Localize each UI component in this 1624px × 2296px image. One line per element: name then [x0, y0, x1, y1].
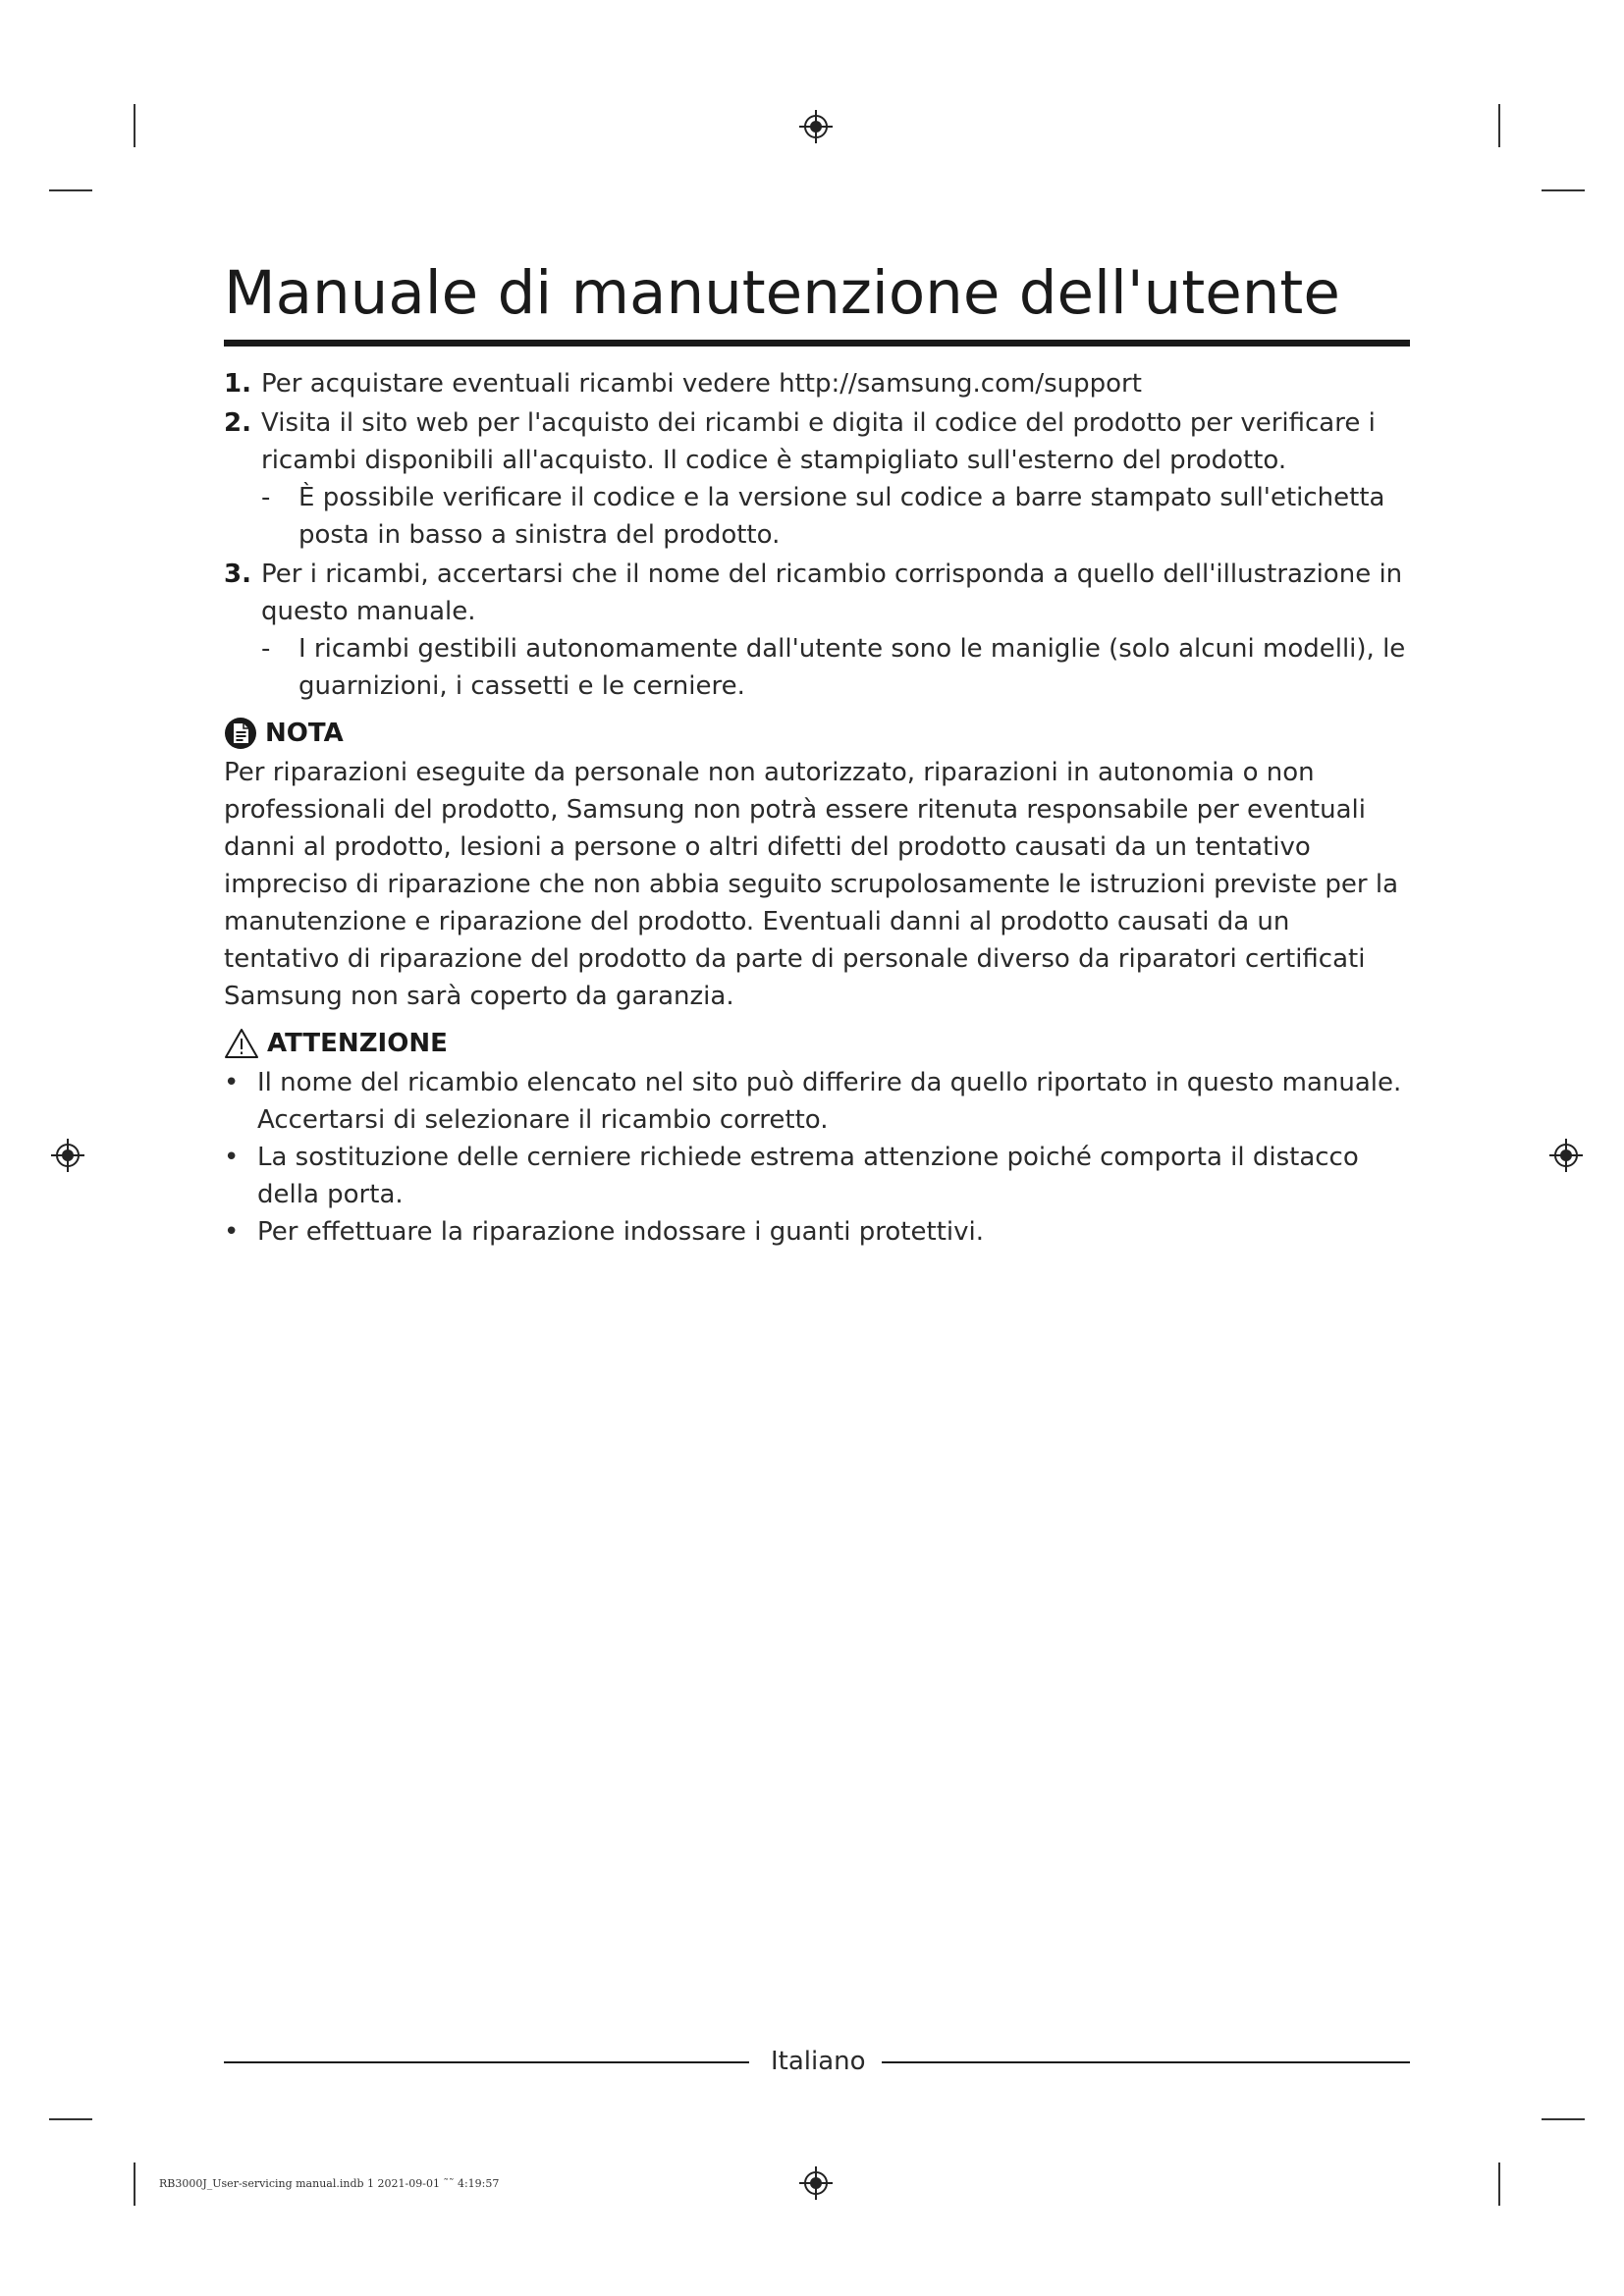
registration-mark-icon [51, 1139, 84, 1172]
note-heading [224, 715, 1412, 752]
warning-triangle-icon [224, 1028, 259, 1059]
crop-mark [134, 2163, 135, 2206]
step-text: Per acquistare eventuali ricambi vedere http://samsung.com/support [261, 369, 1142, 399]
footer-language: Italiano [771, 2047, 866, 2076]
step-number: 1. [224, 369, 251, 399]
crop-mark [49, 189, 92, 191]
main-content [224, 365, 1412, 1251]
warning-title: ATTENZIONE [267, 1029, 448, 1058]
registration-mark-icon [799, 2166, 833, 2200]
crop-mark [1498, 104, 1500, 147]
crop-mark [134, 104, 135, 147]
step-item [224, 404, 1412, 554]
title-rule [224, 340, 1410, 347]
step-text: Per i ricambi, accertarsi che il nome del ricambio corrisponda a quello dell'illustrazione in questo manuale. [261, 560, 1403, 626]
print-slug: RB3000J_User-servicing manual.indb 1 2021-09-01 ˜˜ 4:19:57 [159, 2177, 500, 2190]
warning-item: • La sostituzione delle cerniere richiede estrema attenzione poiché comporta il distacco della porta. [224, 1139, 1412, 1213]
step-text: Visita il sito web per l'acquisto dei ricambi e digita il codice del prodotto per verificare i ricambi disponibili all'acquisto. Il codice è stampigliato sull'esterno del prodotto. [261, 408, 1376, 475]
crop-mark [1542, 189, 1585, 191]
warning-heading [224, 1025, 1412, 1062]
page-title: Manuale di manutenzione dell'utente [224, 258, 1340, 328]
crop-mark [1542, 2118, 1585, 2120]
registration-mark-icon [1549, 1139, 1583, 1172]
warning-list [224, 1064, 1412, 1251]
crop-mark [49, 2118, 92, 2120]
step-subnote: - I ricambi gestibili autonomamente dall'utente sono le maniglie (solo alcuni modelli), le guarnizioni, i cassetti e le cerniere. [261, 630, 1412, 705]
step-subnote: - È possibile verificare il codice e la versione sul codice a barre stampato sull'etichetta posta in basso a sinistra del prodotto. [261, 479, 1412, 554]
footer-rule [882, 2061, 1410, 2063]
warning-item: • Per effettuare la riparazione indossare i guanti protettivi. [224, 1213, 1412, 1251]
registration-mark-icon [799, 110, 833, 143]
footer-rule [224, 2061, 749, 2063]
note-title: NOTA [265, 719, 344, 748]
note-icon [224, 717, 257, 750]
step-item [224, 556, 1412, 705]
step-item [224, 365, 1412, 402]
step-number: 3. [224, 560, 251, 589]
step-number: 2. [224, 408, 251, 438]
crop-mark [1498, 2163, 1500, 2206]
note-text: Per riparazioni eseguite da personale non autorizzato, riparazioni in autonomia o non professionali del prodotto, Samsung non potrà essere ritenuta responsabile per eventuali danni al prodotto, lesioni a persone o altri difetti del prodotto causati da un tentativo impreciso di riparazione che non abbia seguito scrupolosamente le istruzioni previste per la manutenzione e riparazione del prodotto. Eventuali danni al prodotto causati da un tentativo di riparazione del prodotto da parte di personale diverso da riparatori certificati Samsung non sarà coperto da garanzia. [224, 758, 1399, 1011]
warning-item: • Il nome del ricambio elencato nel sito può differire da quello riportato in questo manuale. Accertarsi di selezionare il ricambio corretto. [224, 1064, 1412, 1139]
steps-list [224, 365, 1412, 705]
